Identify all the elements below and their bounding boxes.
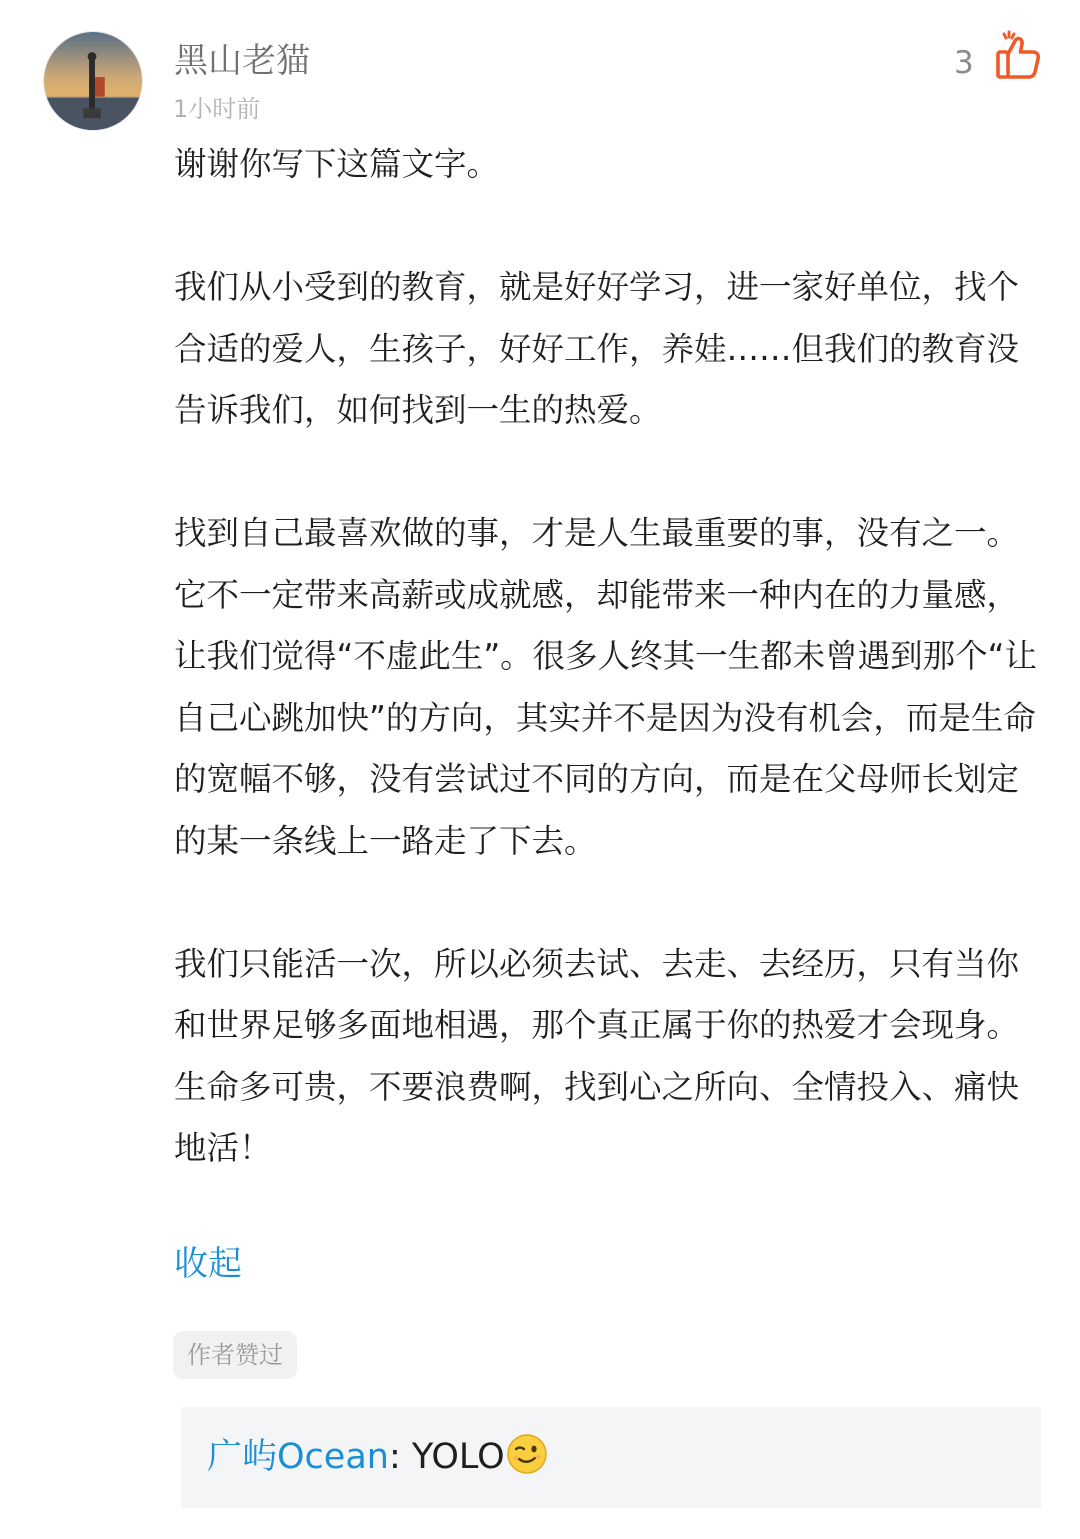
author-liked-badge: 作者赞过 — [173, 1331, 297, 1379]
comment-paragraph: 谢谢你写下这篇文字。 — [174, 145, 500, 183]
comment-paragraph: 找到自己最喜欢做的事，才是人生最重要的事，没有之一。它不一定带来高薪或成就感，却能带来一种内在的力量感，让我们觉得“不虚此生”。很多人终其一生都未曾遇到那个“让自己心跳加快”的方向，其实并不是因为没有机会，而是生命的宽幅不够，没有尝试过不同的方向，而是在父母师长划定的某一条线上一路走了下去。 — [174, 514, 1038, 860]
collapse-button[interactable]: 收起 — [174, 1244, 242, 1284]
thumbs-up-icon — [993, 28, 1043, 84]
comment-body — [174, 134, 1046, 1180]
comment-paragraph: 我们只能活一次，所以必须去试、去走、去经历，只有当你和世界足够多面地相遇，那个真正属于你的热爱才会现身。生命多可贵，不要浪费啊，找到心之所向、全情投入、痛快地活！ — [174, 944, 1020, 1167]
comment-paragraph: 我们从小受到的教育，就是好好学习，进一家好单位，找个合适的爱人，生孩子，好好工作，养娃……但我们的教育没告诉我们，如何找到一生的热爱。 — [174, 268, 1020, 429]
reply-text: YOLO — [411, 1437, 505, 1477]
comment-timestamp: 1小时前 — [173, 95, 261, 123]
avatar[interactable] — [43, 31, 143, 131]
reply-line — [207, 1431, 548, 1483]
like-count: 3 — [954, 45, 974, 81]
like-button[interactable] — [993, 28, 1043, 84]
wink-emoji-icon — [506, 1433, 548, 1475]
avatar-image — [44, 32, 142, 130]
reply-author[interactable]: 广屿Ocean — [207, 1437, 389, 1477]
username[interactable]: 黑山老猫 — [174, 41, 310, 81]
reply-separator: : — [388, 1437, 412, 1477]
reply-preview[interactable] — [181, 1407, 1041, 1508]
